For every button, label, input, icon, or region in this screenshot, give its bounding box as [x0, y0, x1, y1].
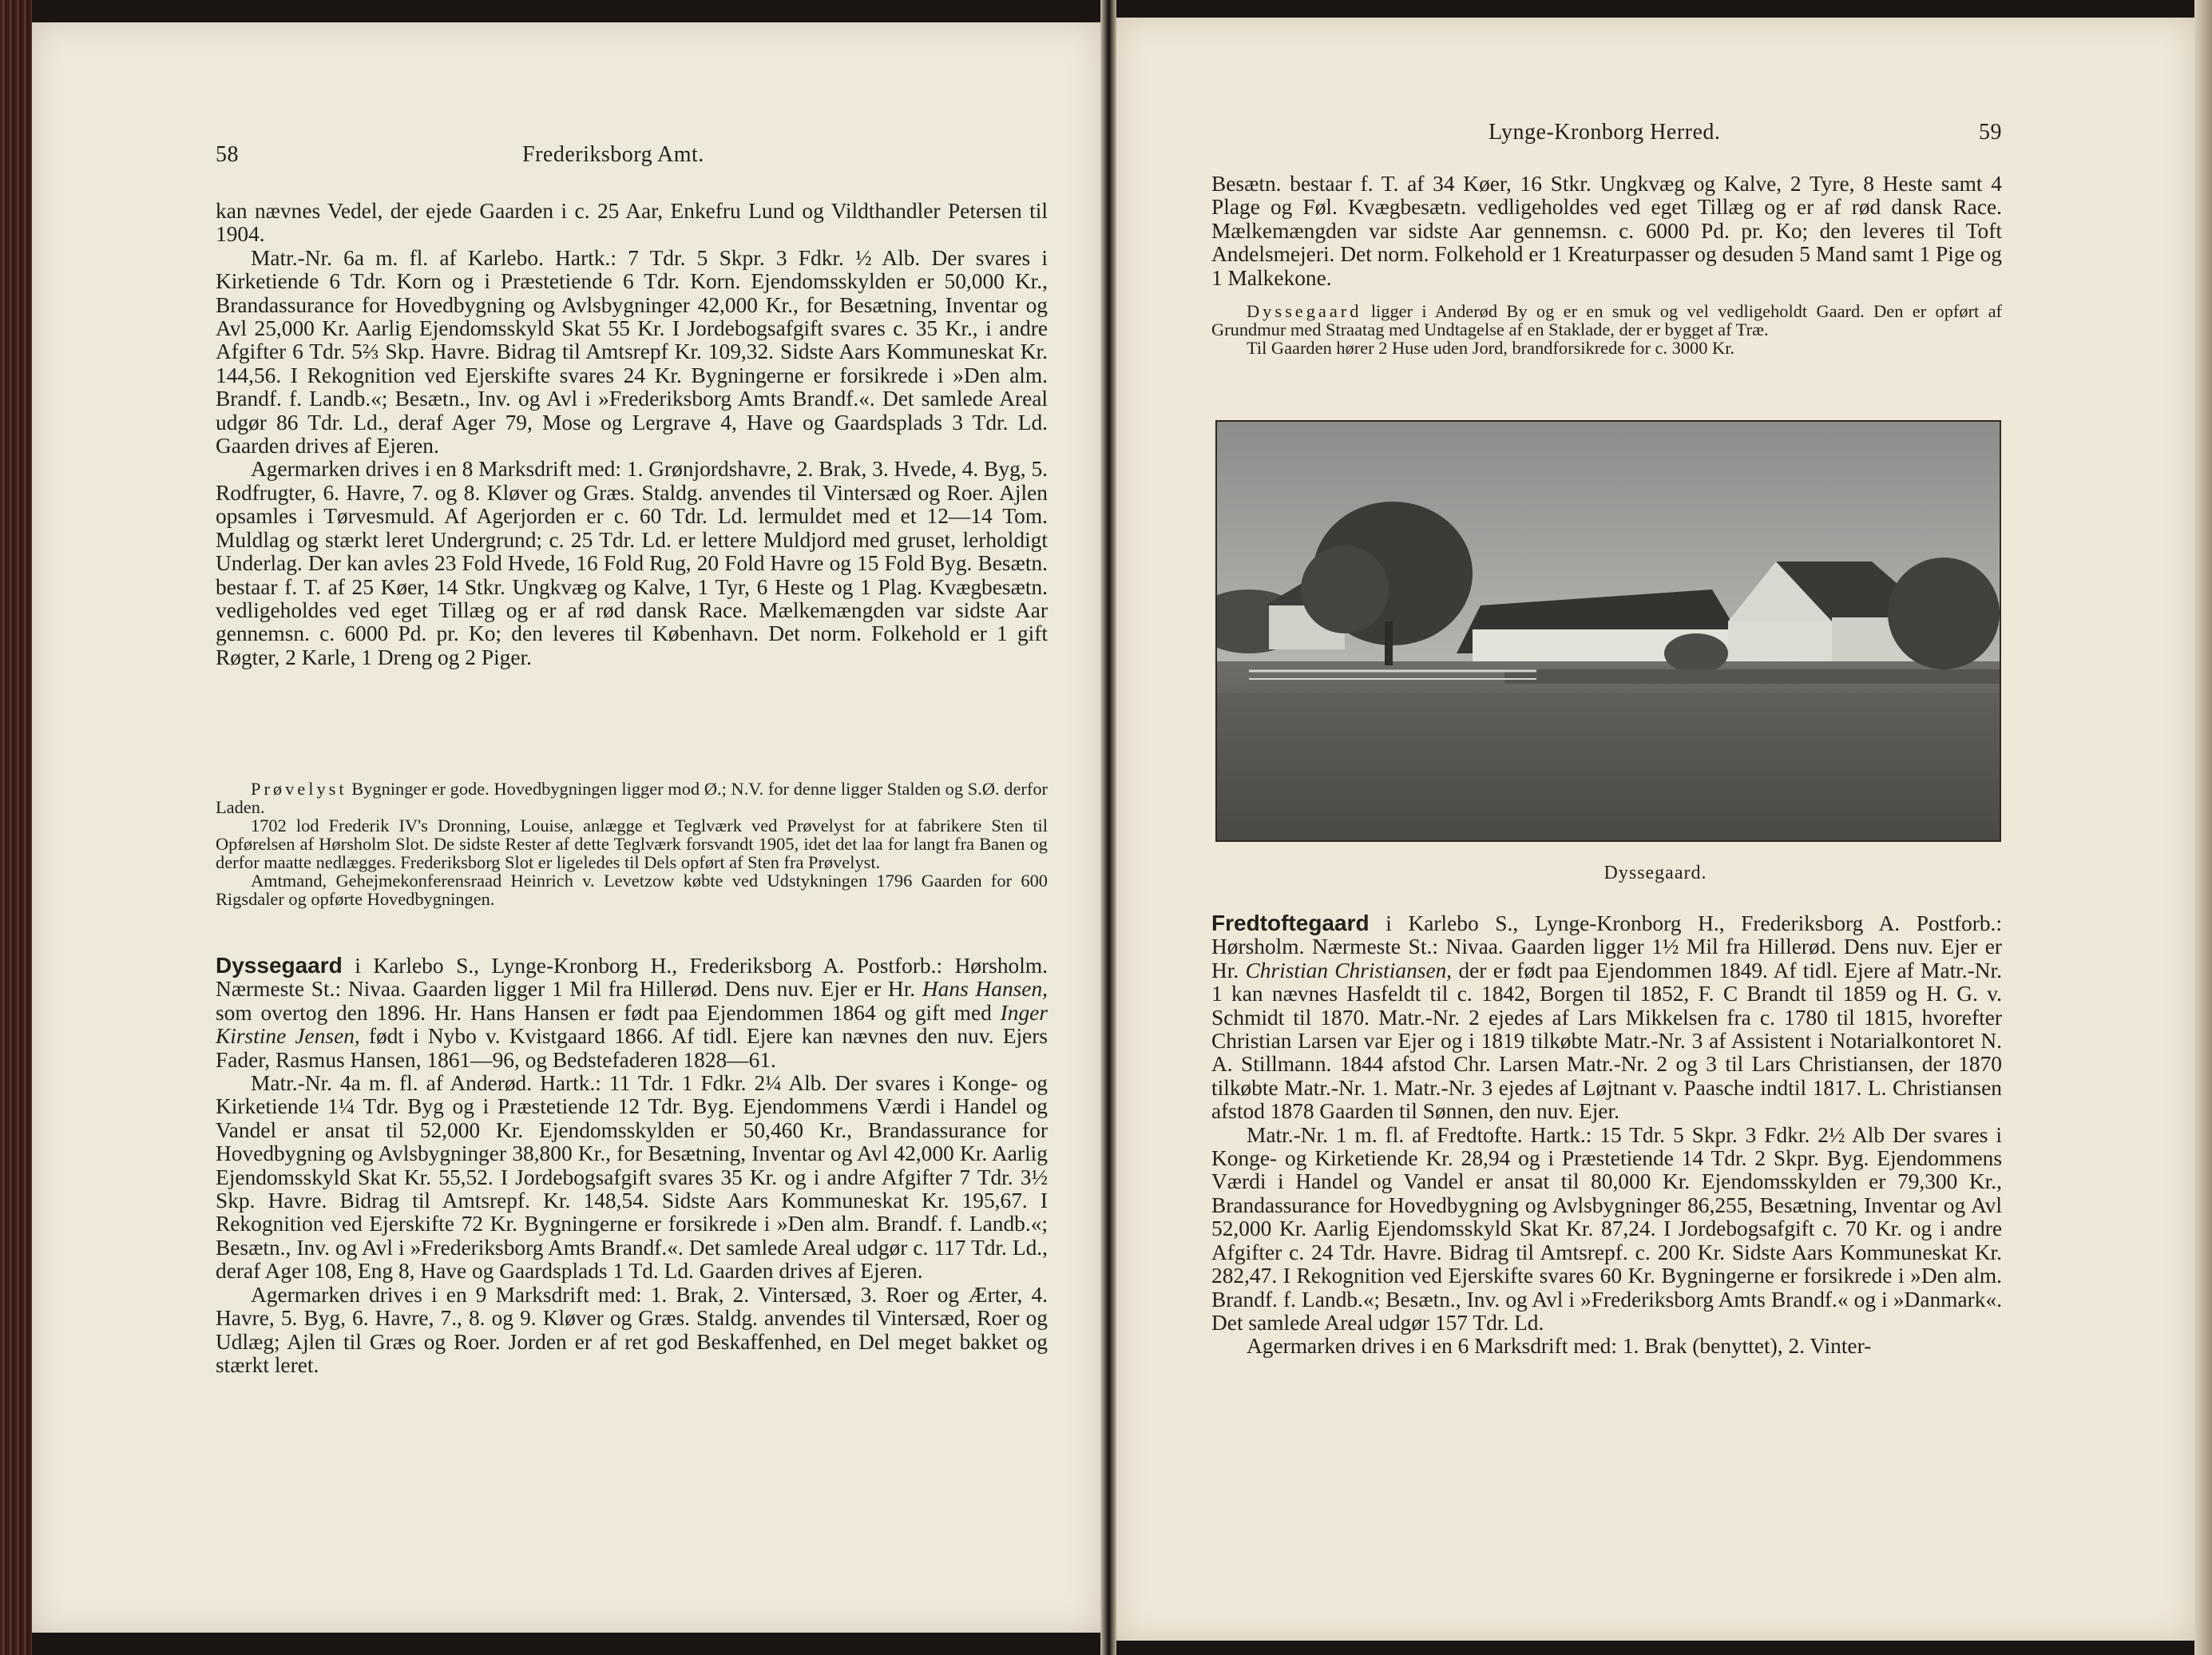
left-smallprint — [216, 780, 1048, 908]
left-body-bottom — [216, 954, 1048, 1377]
left-entry-owner: Hans Hansen, — [922, 977, 1048, 1002]
photo-caption: Dyssegaard. — [1604, 863, 1707, 883]
left-para-5: Matr.-Nr. 4a m. fl. af Anderød. Hartk.: 11 Tdr. 1 Fdkr. 2¼ Alb. Der svares i Konge- og Kirketiende 1¼ Tdr. Byg og i Præstetiende 12 Tdr. Byg. Ejendommens Værdi i Handel og Vandel er ansat til 52,000 Kr. Ejendomsskylden er 50,460 Kr., Brandassurance for Hovedbygning og Avlsbygninger 38,800 Kr., for Besætning, Inventar og Avl 42,000 Kr. Aarlig Ejendomsskyld Skat Kr. 55,52. I Jordebogsafgift svares 35 Kr. og i andre Afgifter 7 Tdr. 3½ Skp. Havre. Bidrag til Amtsrepf. Kr. 148,54. Sidste Aars Kommuneskat Kr. 195,67. I Rekognition ved Ejerskifte 72 Kr. Bygningerne er forsikrede i »Den alm. Brandf. f. Landb.«; Besætn., Inv. og Avl i »Frederiksborg Amts Brandf.«. Det samlede Areal udgør c. 117 Tdr. Ld., deraf Ager 108, Eng 8, Have og Gaardsplads 1 Td. Ld. Gaarden drives af Ejeren. — [216, 1071, 1048, 1284]
book-binding — [0, 0, 32, 1655]
left-entry-text-a: i Karlebo S., Lynge-Kronborg H., Frederiksborg A. Postforb.: Hørsholm. Nærmeste St.: Nivaa. Gaarden ligger 1 Mil fra Hillerød. Dens nuv. Ejer er Hr. — [216, 954, 1048, 1002]
left-body-top — [216, 200, 1048, 669]
right-para-3: Matr.-Nr. 1 m. fl. af Fredtofte. Hartk.: 15 Tdr. 5 Skpr. 3 Fdkr. 2½ Alb Der svares i Konge- og Kirketiende Kr. 28,94 og i Præstetiende 14 Tdr. 2 Skpr. Byg. Ejendommens Værdi i Handel og Vandel er ansat til 80,000 Kr. Ejendomsskylden er 79,300 Kr., Brandassurance for Hovedbygning og Avlsbygninger 86,255, Besætning, Inventar og Avl 52,000 Kr. Aarlig Ejendomsskyld Skat Kr. 87,24. I Jordebogsafgift c. 70 Kr. og i andre Afgifter c. 24 Tdr. Havre. Bidrag til Amtsrepf. c. 200 Kr. Sidste Aars Kommuneskat Kr. 282,47. I Rekognition ved Ejerskifte svares 60 Kr. Bygningerne er forsikrede i »Den alm. Brandf. f. Landb.«; Besætn., Inv. og Avl i »Frederiksborg Amts Brandf.« og i »Danmark«. Det samlede Areal udgør 157 Tdr. Ld. — [1211, 1122, 2002, 1335]
right-para-1: Besætn. bestaar f. T. af 34 Køer, 16 Stkr. Ungkvæg og Kalve, 2 Tyre, 8 Heste samt 4 Plage og Føl. Kvægbesætn. vedligeholdes ved eget Tillæg og er af rød dansk Race. Mælkemængden var sidste Aar gennemsn. c. 6000 Pd. pr. Ko; den leveres til Toft Andelsmejeri. Det norm. Folkehold er 1 Kreaturpasser og desuden 5 Mand samt 1 Pige og 1 Malkekone. — [1211, 172, 2002, 290]
left-para-2: Matr.-Nr. 6a m. fl. af Karlebo. Hartk.: 7 Tdr. 5 Skpr. 3 Fdkr. ½ Alb. Der svares i Kirketiende 6 Tdr. Korn og i Præstetiende 6 Tdr. Korn. Ejendomsskylden er 50,000 Kr., Brandassurance for Hovedbygning og Avlsbygninger 42,000 Kr., for Besætning, Inventar og Avl 25,000 Kr. Aarlig Ejendomsskyld Skat 55 Kr. I Jordebogsafgift svares c. 35 Kr., i andre Afgifter 6 Tdr. 5⅔ Skp. Havre. Bidrag til Amtsrepf Kr. 109,32. Sidste Aars Kommuneskat Kr. 144,56. I Rekognition ved Ejerskifte svares 24 Kr. Bygningerne er forsikrede i »Den alm. Brandf. f. Landb.«; Besætn., Inv. og Avl i »Frederiksborg Amts Brandf.«. Det samlede Areal udgør 86 Tdr. Ld., deraf Ager 79, Mose og Lergrave 4, Have og Gaardsplads 3 Tdr. Ld. Gaarden drives af Ejeren. — [216, 245, 1048, 458]
left-entry-dyssegaard — [216, 954, 1048, 1072]
right-small-1-spaced: Dyssegaard — [1247, 301, 1362, 321]
left-para-6: Agermarken drives i en 9 Marksdrift med: 1. Brak, 2. Vintersæd, 3. Roer og Ærter, 4. Havre, 5. Byg, 6. Havre, 7., 8. og 9. Kløver og Græs. Staldg. anvendes til Vintersæd, Roer og Udlæg; Ajlen til Græs og Roer. Jorden er af ret god Beskaffenhed, en Del meget bakket og stærkt leret. — [216, 1282, 1048, 1377]
right-small-2: Til Gaarden hører 2 Huse uden Jord, brandforsikrede for c. 3000 Kr. — [1247, 338, 1735, 358]
right-para-4: Agermarken drives i en 6 Marksdrift med: 1. Brak (benyttet), 2. Vinter- — [1247, 1334, 1872, 1359]
right-body-top — [1211, 173, 2002, 290]
entry-title-dyssegaard: Dyssegaard — [216, 953, 343, 978]
entry-title-fredtoftegaard: Fredtoftegaard — [1211, 911, 1370, 935]
left-para-1: kan nævnes Vedel, der ejede Gaarden i c. 25 Aar, Enkefru Lund og Vildthandler Petersen til 1904. — [216, 199, 1048, 247]
farm-photograph — [1215, 420, 2001, 842]
left-entry-text-c: født i Nybo v. Kvistgaard 1866. Af tidl. Ejere kan nævnes den nuv. Ejers Fader, Rasmus Hansen, 1861—96, og Bedstefaderen 1828—61. — [216, 1024, 1048, 1072]
left-entry-wife: Inger Kirstine Jensen, — [216, 1000, 1048, 1049]
right-entry-fredtoftegaard — [1211, 911, 2002, 1124]
left-small-1-rest: Bygninger er gode. Hovedbygningen ligger mod Ø.; N.V. for denne ligger Stalden og S.Ø. derfor Laden. — [216, 779, 1048, 817]
farm-photograph-image — [1217, 422, 2000, 840]
right-entry-owner: Christian Christiansen, — [1245, 958, 1453, 982]
right-small-1 — [1211, 302, 2002, 339]
right-entry-text-a: i Karlebo S., Lynge-Kronborg H., Frederiksborg A. Postforb.: Hørsholm. Nærmeste St.: Nivaa. Gaarden ligger 1½ Mil fra Hillerød. Dens nuv. Ejer er Hr. — [1211, 911, 2002, 982]
left-entry-text-b: som overtog den 1896. Hr. Hans Hansen er født paa Ejendommen 1864 og gift med — [216, 1000, 1001, 1025]
right-body-bottom — [1211, 911, 2002, 1359]
right-page-edge — [2194, 0, 2212, 1655]
left-page-number: 58 — [216, 142, 239, 167]
left-small-1 — [216, 780, 1048, 816]
left-small-1-spaced: Prøvelyst — [251, 779, 347, 799]
right-small-1-rest: ligger i Anderød By og er en smuk og vel vedligeholdt Gaard. Den er opført af Grundmur med Straatag med Undtagelse af en Staklade, der er bygget af Træ. — [1211, 301, 2002, 339]
right-running-head: Lynge-Kronborg Herred. — [1489, 120, 1721, 145]
left-small-2: 1702 lod Frederik IV's Dronning, Louise, anlægge et Teglværk ved Prøvelyst for at fabrikere Sten til Opførelsen af Hørsholm Slot. De sidste Rester af dette Teglværk forsvandt 1905, idet det laa for langt fra Banen og derfor maatte nedlægges. Frederiksborg Slot er ligeledes til Dels opført af Sten fra Prøvelyst. — [216, 816, 1048, 872]
right-entry-text-b: der er født paa Ejendommen 1849. Af tidl. Ejere af Matr.-Nr. 1 kan nævnes Hasfeldt til c. 1842, Borgen til 1852, F. C Brandt til 1859 og H. G. v. Schmidt til 1870. Matr.-Nr. 2 ejedes af Lars Mikkelsen fra c. 1780 til 1815, hvorefter Christian Larsen var Ejer og i 1819 tilkøbte Matr.-Nr. 3 af Assistent i Notarialkontoret N. A. Stillmann. 1844 afstod Chr. Larsen Matr.-Nr. 2 og 3 til Lars Christiansen, der 1870 tilkøbte Matr.-Nr. 1. Matr.-Nr. 3 ejedes af Løjtnant v. Paasche indtil 1817. L. Christiansen afstod 1878 Gaarden til Sønnen, den nuv. Ejer. — [1211, 958, 2002, 1124]
right-smallprint — [1211, 302, 2002, 357]
left-page — [32, 22, 1100, 1633]
left-running-head: Frederiksborg Amt. — [522, 142, 704, 167]
book-gutter — [1100, 0, 1116, 1655]
left-small-3: Amtmand, Gehejmekonferensraad Heinrich v. Levetzow købte ved Udstykningen 1796 Gaarden for 600 Rigsdaler og opførte Hovedbygningen. — [216, 871, 1048, 909]
left-para-3: Agermarken drives i en 8 Marksdrift med: 1. Grønjordshavre, 2. Brak, 3. Hvede, 4. Byg, 5. Rodfrugter, 6. Havre, 7. og 8. Kløver og Græs. Staldg. anvendes til Vintersæd og Roer. Ajlen opsamles i Tørvesmuld. Af Agerjorden er c. 60 Tdr. Ld. lermuldet med et 12—14 Tom. Muldlag og stærkt leret Undergrund; c. 25 Tdr. Ld. er lettere Muldjord med gruset, lerholdigt Underlag. Der kan avles 23 Fold Hvede, 16 Fold Rug, 20 Fold Havre og 15 Fold Byg. Besætn. bestaar f. T. af 25 Køer, 14 Stkr. Ungkvæg og Kalve, 1 Tyr, 6 Heste og 1 Plag. Kvægbesætn. vedligeholdes ved eget Tillæg og er af rød dansk Race. Mælkemængden var sidste Aar gennemsn. c. 6000 Pd. pr. Ko; den leveres til København. Det norm. Folkehold er 1 gift Røgter, 2 Karle, 1 Dreng og 2 Piger. — [216, 457, 1049, 669]
right-page-number: 59 — [1979, 120, 2002, 145]
